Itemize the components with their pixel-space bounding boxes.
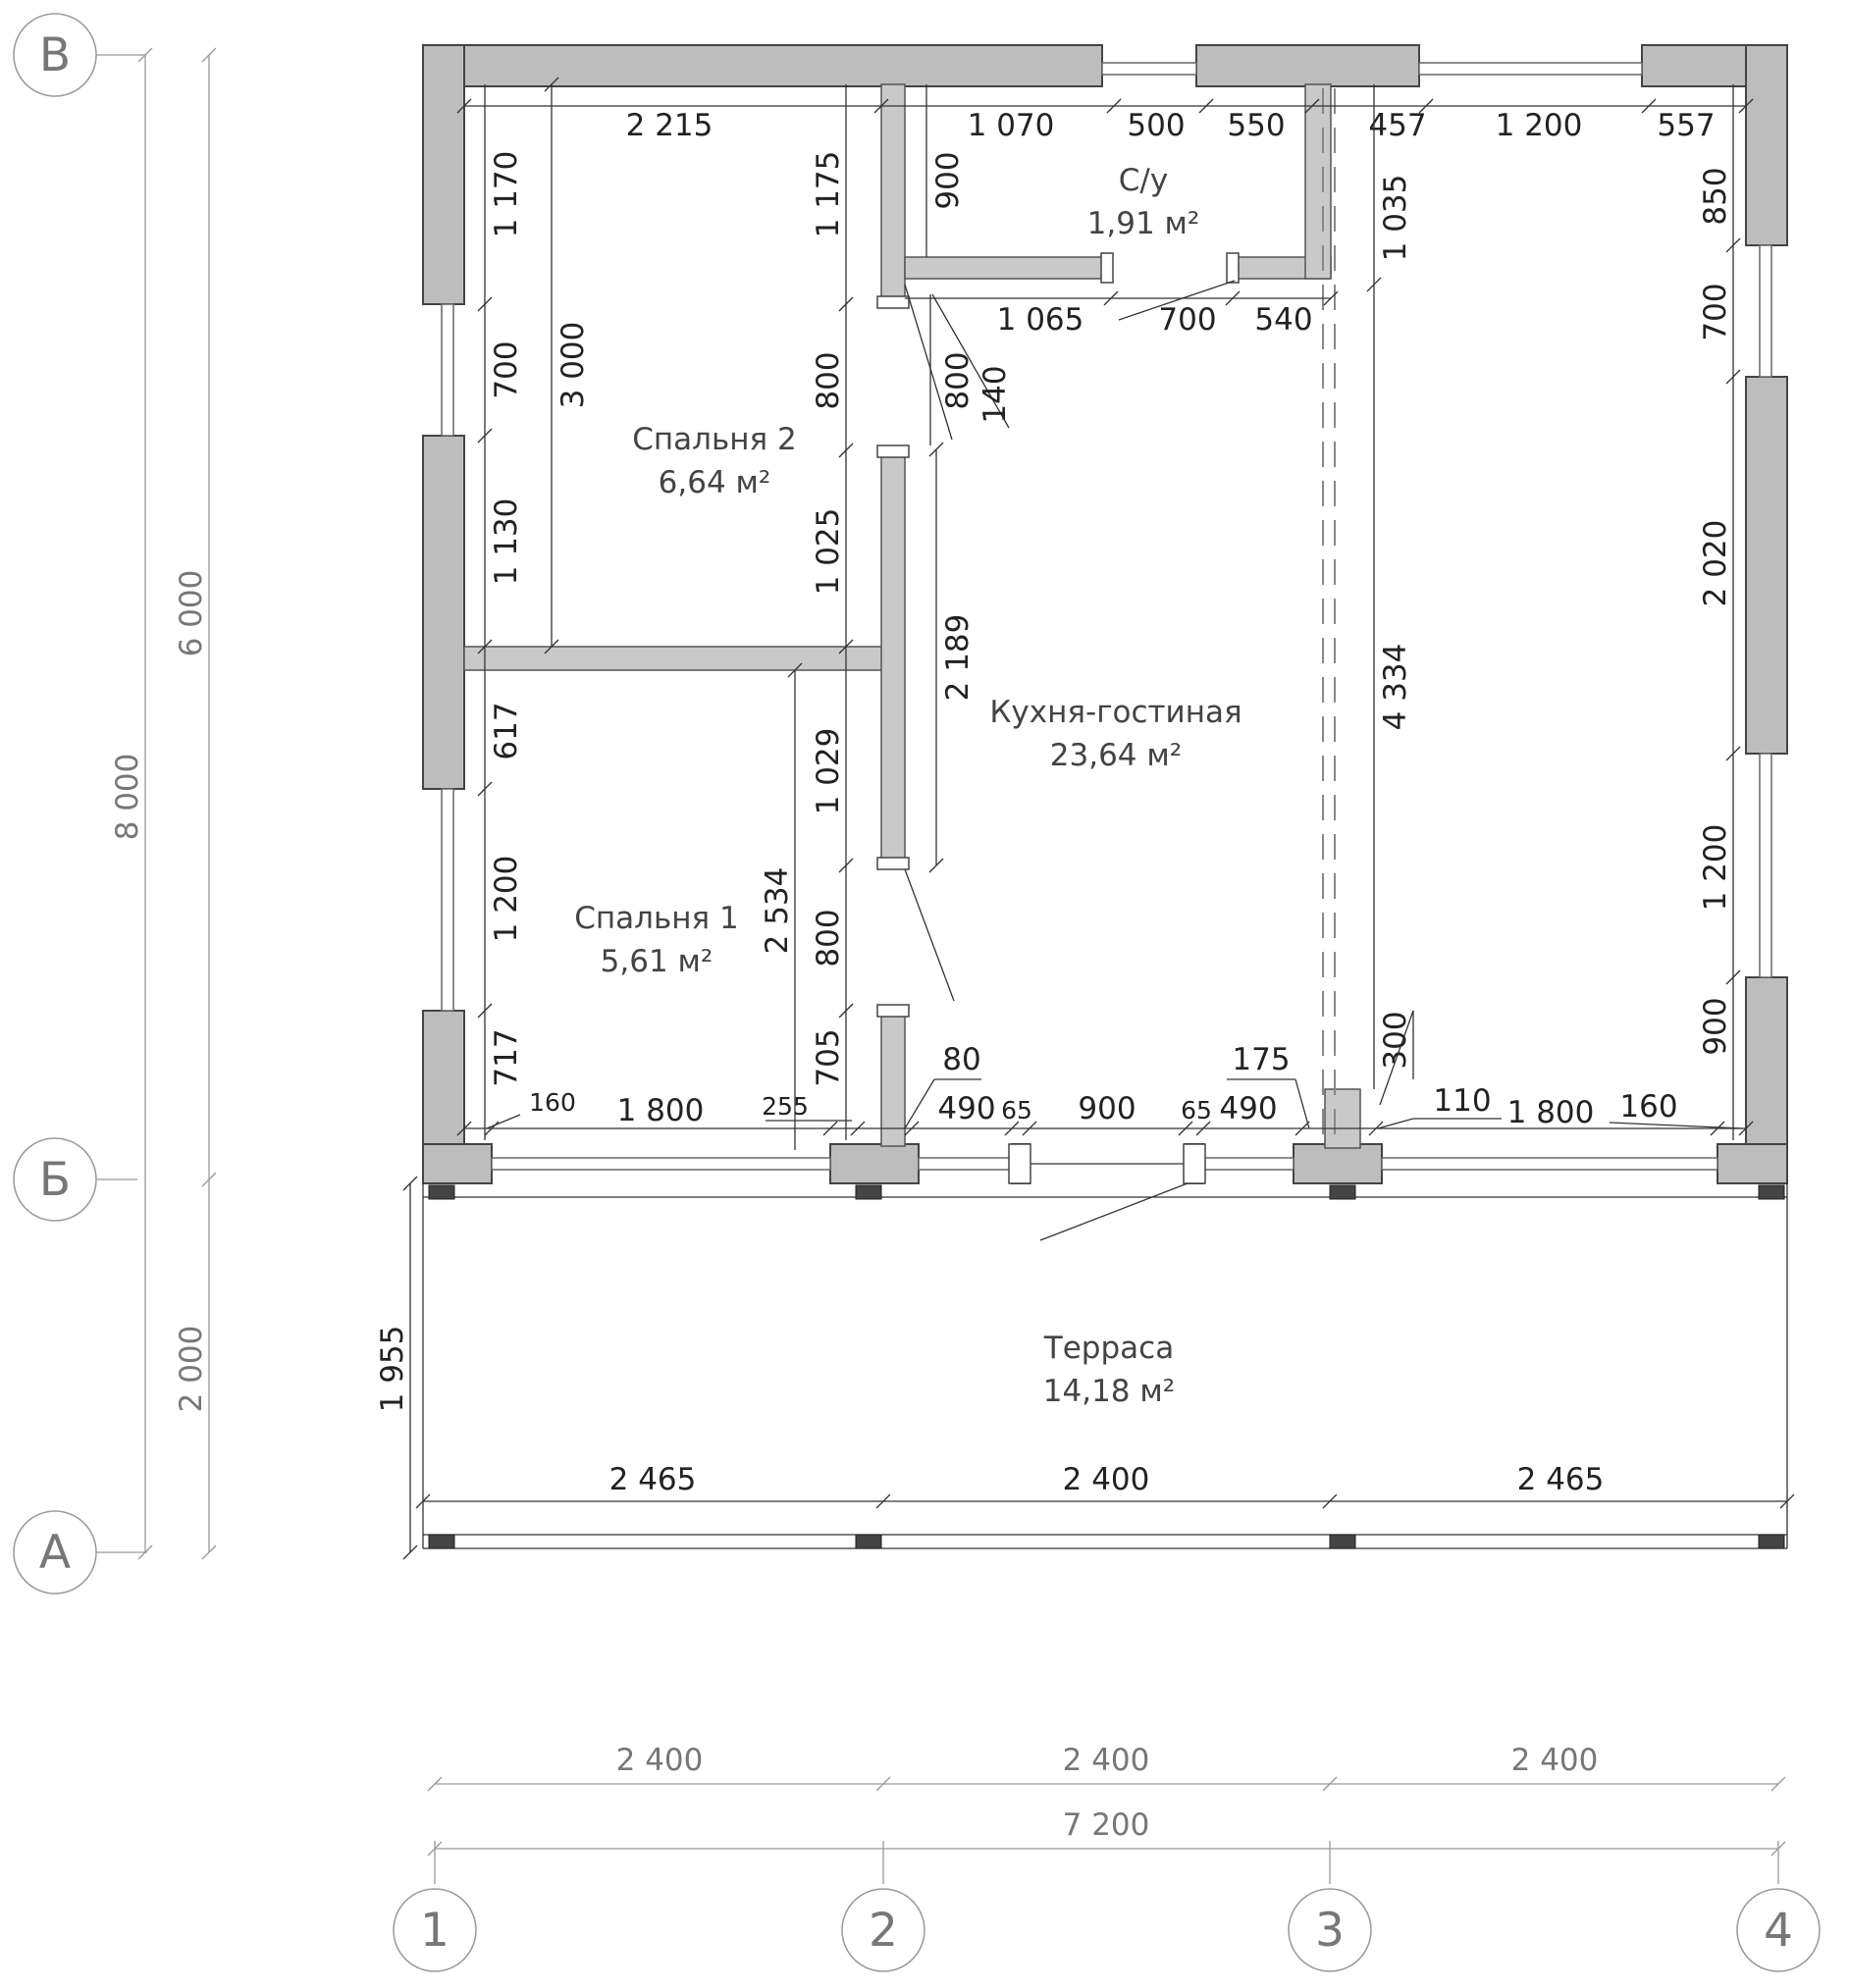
room-terrace-name: Терраса: [1043, 1331, 1175, 1366]
dim-front-12: 1 800: [1506, 1095, 1595, 1130]
room-terrace-area: 14,18 м²: [1042, 1374, 1176, 1409]
dim-col3-4334: 4 334: [1378, 643, 1413, 731]
dim-left-wall: [478, 78, 591, 1140]
dim-left-4: 617: [489, 702, 524, 760]
dim-axis-span-1: 2 400: [615, 1743, 704, 1778]
dim-front-2: 1 800: [616, 1093, 705, 1128]
dim-top-4: 550: [1227, 108, 1286, 143]
room-wc-name: С/у: [1118, 163, 1169, 198]
dim-right-3: 2 020: [1698, 519, 1733, 607]
dim-part-4: 1 029: [811, 727, 846, 815]
dim-terrace-span-2: 2 400: [1062, 1462, 1150, 1497]
dim-col3-300: 300: [1378, 1011, 1413, 1070]
dim-right-4: 1 200: [1698, 823, 1733, 912]
dim-axis-total: 7 200: [1062, 1807, 1150, 1843]
dim-terrace-depth: 1 955: [375, 1325, 410, 1413]
axis-label-2: 2: [869, 1904, 898, 1958]
dim-bedroom2-height: 3 000: [555, 321, 591, 409]
dim-wc-bottom-1: 1 065: [996, 302, 1084, 338]
dim-door-140: 140: [977, 365, 1013, 424]
dim-left-total: 8 000: [110, 753, 145, 841]
dim-top-row: [457, 99, 1753, 143]
dim-front-3: 255: [762, 1092, 809, 1121]
dim-front-13: 160: [1619, 1089, 1678, 1125]
dim-top-3: 500: [1127, 108, 1186, 143]
dim-front-10: 175: [1232, 1042, 1291, 1077]
dim-right-1: 850: [1698, 167, 1733, 226]
dim-bedroom1-height: 2 534: [760, 866, 795, 955]
dim-kitchen-wall: [905, 443, 976, 1001]
axis-col-1: [394, 1841, 476, 1971]
dim-front-1: 160: [529, 1088, 576, 1117]
dim-right-wall: [1698, 84, 1740, 1140]
room-bedroom2-area: 6,64 м²: [658, 465, 771, 500]
terrace: [375, 1177, 1794, 1559]
dim-wc-bottom-3: 540: [1254, 302, 1313, 338]
room-bedroom1-area: 5,61 м²: [600, 944, 713, 979]
dim-axis-span-2: 2 400: [1062, 1743, 1150, 1778]
axis-col-4: [1737, 1841, 1820, 1971]
dim-top-5: 457: [1368, 108, 1427, 143]
dim-partition-a: [760, 84, 853, 1150]
left-dimension-chain: [110, 48, 216, 1559]
dim-wc-door: 900: [930, 151, 966, 210]
room-wc-area: 1,91 м²: [1086, 206, 1200, 241]
dim-col3: [1367, 84, 1413, 1105]
room-kitchen-name: Кухня-гостиная: [989, 695, 1242, 730]
axis-label-1: 1: [420, 1904, 449, 1958]
dim-front-7: 900: [1078, 1091, 1136, 1126]
axis-col-3: [1289, 1841, 1371, 1971]
dim-front-11: 110: [1433, 1083, 1492, 1119]
dim-front-row: [457, 1042, 1753, 1135]
axis-label-b: Б: [38, 1153, 72, 1207]
axis-row-a: [14, 1511, 147, 1594]
axis-col-2: [842, 1841, 924, 1971]
room-labels: [574, 163, 1241, 1409]
dim-left-6: 717: [489, 1028, 524, 1087]
axis-row-b: [14, 1138, 137, 1221]
dim-left-5: 1 200: [489, 855, 524, 943]
dim-front-6: 65: [1001, 1096, 1032, 1125]
dim-terrace-span-3: 2 465: [1516, 1462, 1605, 1497]
axis-label-4: 4: [1764, 1904, 1793, 1958]
dim-wc-bottom-2: 700: [1158, 302, 1217, 338]
dim-top-2: 1 070: [967, 108, 1055, 143]
axis-label-v: В: [38, 28, 72, 82]
dim-front-9: 490: [1219, 1091, 1278, 1126]
dim-top-1: 2 215: [625, 108, 713, 143]
dim-left-1: 1 170: [489, 150, 524, 238]
dim-door-800: 800: [940, 351, 976, 410]
dim-part-2: 800: [811, 351, 846, 410]
dim-right-2: 700: [1698, 283, 1733, 341]
dim-axis-spans: [428, 1743, 1785, 1856]
dim-part-6: 705: [811, 1028, 846, 1087]
axis-label-a: А: [38, 1526, 72, 1580]
dim-front-8: 65: [1181, 1096, 1212, 1125]
dim-kitchen-2189: 2 189: [940, 613, 976, 702]
room-bedroom1-name: Спальня 1: [574, 901, 739, 936]
dim-col3-1035: 1 035: [1378, 174, 1413, 262]
dim-left-top: 6 000: [174, 569, 209, 657]
dim-right-5: 900: [1698, 997, 1733, 1056]
dim-part-1: 1 175: [811, 150, 846, 238]
room-kitchen-area: 23,64 м²: [1049, 738, 1183, 773]
dim-axis-span-3: 2 400: [1510, 1743, 1599, 1778]
dim-top-6: 1 200: [1495, 108, 1583, 143]
dim-part-5: 800: [811, 909, 846, 968]
room-bedroom2-name: Спальня 2: [632, 422, 797, 457]
dim-left-3: 1 130: [489, 497, 524, 586]
dim-left-2: 700: [489, 340, 524, 399]
axis-label-3: 3: [1315, 1904, 1345, 1958]
dim-top-7: 557: [1657, 108, 1716, 143]
interior-walls: [464, 84, 1360, 1183]
dim-front-4: 80: [942, 1042, 981, 1077]
dim-left-bottom: 2 000: [174, 1325, 209, 1413]
dim-front-5: 490: [937, 1091, 996, 1126]
dim-terrace-span-1: 2 465: [608, 1462, 697, 1497]
axis-row-v: [14, 14, 145, 96]
dim-part-3: 1 025: [811, 507, 846, 596]
